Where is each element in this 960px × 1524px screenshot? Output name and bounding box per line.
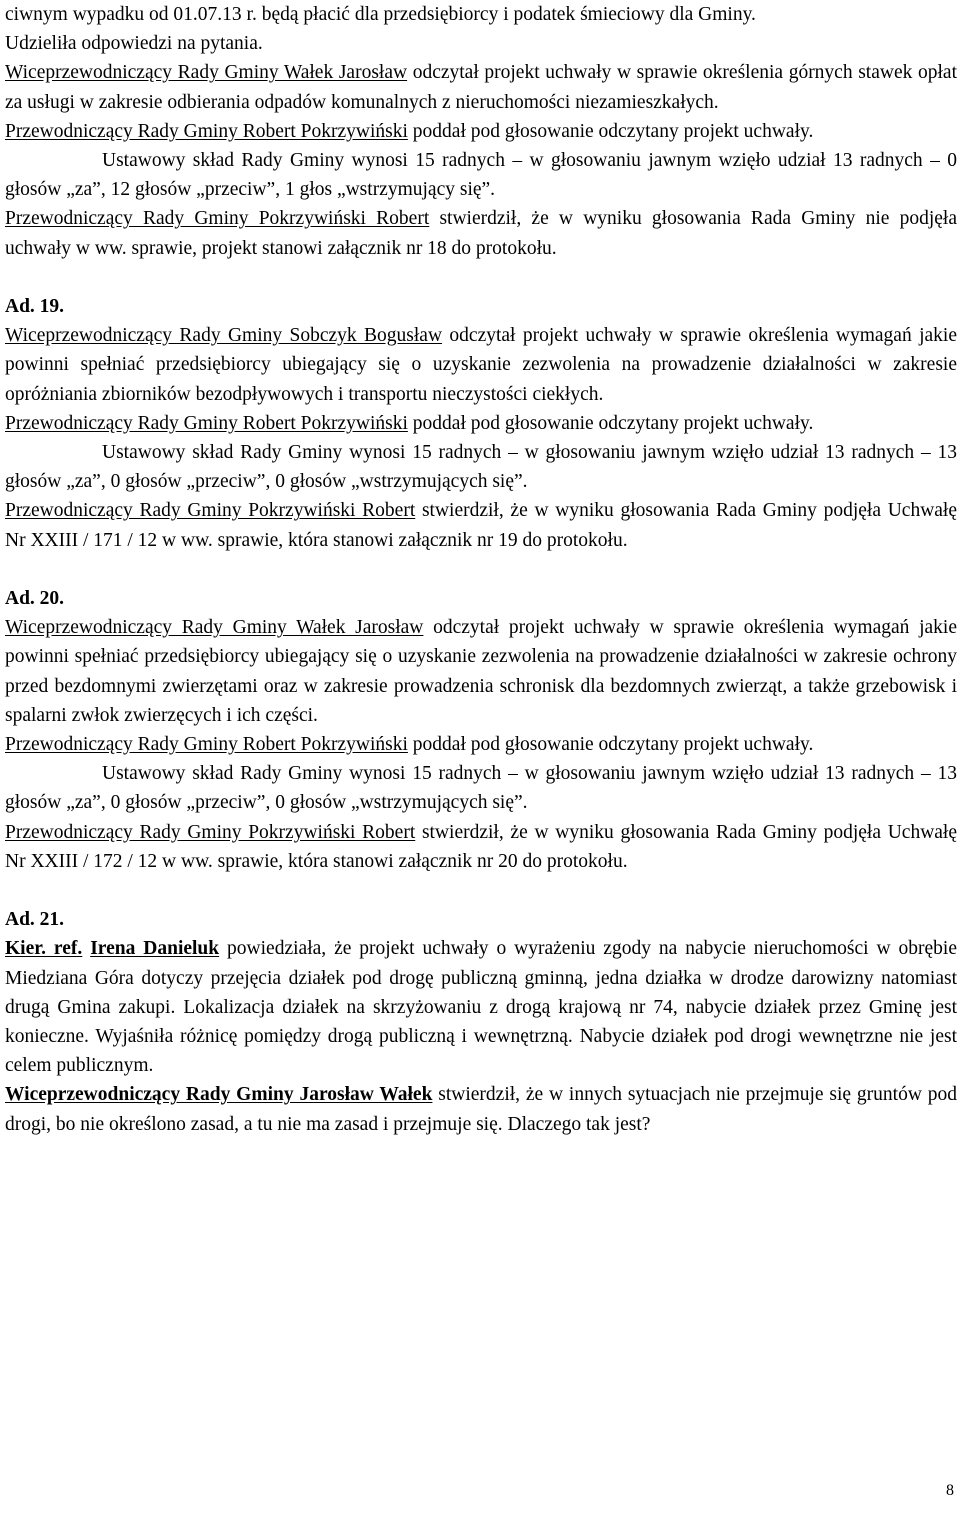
intro-line-2: Udzieliła odpowiedzi na pytania. (5, 33, 263, 55)
b18-voting-call-paragraph (5, 117, 957, 146)
speaker-name: Wiceprzewodniczący Rady Gminy Wałek Jarosław (5, 62, 408, 84)
paragraph-text: stwierdził, że w wyniku głosowania Rada Gminy nie podjęła uchwały w ww. sprawie, projekt stanowi załącznik nr 18 do protokołu. (5, 208, 957, 259)
paragraph-text: odczytał projekt uchwały w sprawie określenia wymagań jakie powinni spełniać przedsiębiorcy ubiegający się o uzyskanie zezwolenia na prowadzenie działalności w zakresie ochrony przed bezdomnymi zwierzętami oraz w zakresie prowadzenia schronisk dla bezdomnych zwierząt, a także grzebowisk i spalarni zwłok zwierzęcych i ich części. (5, 617, 957, 726)
paragraph-text: odczytał projekt uchwały w sprawie określenia górnych stawek opłat za usługi w zakresie odbierania odpadów komunalnych z nieruchomości niezamieszkałych. (5, 62, 957, 113)
speaker-name: Przewodniczący Rady Gminy Robert Pokrzywiński (5, 412, 408, 434)
intro-line-1: ciwnym wypadku od 01.07.13 r. będą płacić dla przedsiębiorcy i podatek śmieciowy dla Gminy. (5, 4, 756, 25)
speaker-name: Przewodniczący Rady Gminy Robert Pokrzywiński (5, 120, 408, 142)
speaker-name: Wiceprzewodniczący Rady Gminy Sobczyk Bogusław (5, 325, 443, 347)
paragraph-text: powiedziała, że projekt uchwały o wyrażeniu zgody na nabycie nieruchomości w obrębie Miedziana Góra dotyczy przejęcia działek pod drogę publiczną gminną, jedna działka w drodze darowizny natomiast drugą Gmina zakupi. Lokalizacja działek na skrzyżowaniu z drogą krajową nr 74, nabycie działek przez Gminę jest konieczne. Wyjaśniła różnicę pomiędzy drogą publiczną i wewnętrzną. Nabycie działek pod drogi wewnętrzne nie jest celem publicznym. (5, 938, 958, 1077)
section-heading-ad-20: Ad. 20. (5, 588, 65, 610)
b19-conclusion-paragraph (5, 496, 957, 554)
b20-reading-paragraph (5, 613, 957, 730)
b21-statement-paragraph (5, 934, 957, 1080)
b19-voting-call-paragraph (5, 409, 957, 438)
speaker-name: Wiceprzewodniczący Rady Gminy Wałek Jarosław (5, 617, 424, 639)
speaker-name: Przewodniczący Rady Gminy Pokrzywiński Robert (5, 500, 416, 522)
document-page (5, 0, 957, 1139)
b19-vote-result: Ustawowy skład Rady Gminy wynosi 15 radnych – w głosowaniu jawnym wzięło udział 13 radnych – 13 głosów „za”, 0 głosów „przeciw”, 0 głosów „wstrzymujących się”. (5, 442, 957, 493)
speaker-name: Przewodniczący Rady Gminy Pokrzywiński Robert (5, 821, 416, 843)
b19-reading-paragraph (5, 321, 957, 409)
b20-conclusion-paragraph (5, 818, 957, 876)
paragraph-text: stwierdził, że w innych sytuacjach nie przejmuje się gruntów pod drogi, bo nie określono zasad, a tu nie ma zasad i przejmuje się. Dlaczego tak jest? (5, 1084, 957, 1135)
paragraph-text: stwierdził, że w wyniku głosowania Rada Gminy podjęła Uchwałę Nr XXIII / 172 / 12 w ww. sprawie, która stanowi załącznik nr 20 do protokołu. (5, 821, 958, 872)
paragraph-text: poddał pod głosowanie odczytany projekt uchwały. (407, 734, 814, 756)
speaker-name: Irena Danieluk (90, 938, 220, 960)
b18-conclusion-paragraph (5, 204, 957, 262)
paragraph-text: odczytał projekt uchwały w sprawie określenia wymagań jakie powinni spełniać przedsiębiorcy ubiegający się o uzyskanie zezwolenia na prowadzenie działalności w zakresie opróżniania zbiorników bezodpływowych i transportu nieczystości ciekłych. (5, 325, 957, 405)
b21-question-paragraph (5, 1080, 957, 1138)
paragraph-text: poddał pod głosowanie odczytany projekt uchwały. (407, 412, 814, 434)
b20-voting-call-paragraph (5, 730, 957, 759)
speaker-name: Wiceprzewodniczący Rady Gminy Jarosław Wałek (5, 1084, 433, 1106)
speaker-title: Kier. ref. (5, 938, 83, 960)
b18-vote-result: Ustawowy skład Rady Gminy wynosi 15 radnych – w głosowaniu jawnym wzięło udział 13 radnych – 0 głosów „za”, 12 głosów „przeciw”, 1 głos „wstrzymujący się”. (5, 150, 957, 201)
section-heading-ad-19: Ad. 19. (5, 296, 65, 318)
page-number: 8 (946, 1482, 954, 1499)
b18-reading-paragraph (5, 58, 957, 116)
paragraph-text: poddał pod głosowanie odczytany projekt uchwały. (407, 120, 814, 142)
b20-vote-result: Ustawowy skład Rady Gminy wynosi 15 radnych – w głosowaniu jawnym wzięło udział 13 radnych – 13 głosów „za”, 0 głosów „przeciw”, 0 głosów „wstrzymujących się”. (5, 763, 957, 814)
paragraph-text: stwierdził, że w wyniku głosowania Rada Gminy podjęła Uchwałę Nr XXIII / 171 / 12 w ww. sprawie, która stanowi załącznik nr 19 do protokołu. (5, 500, 958, 551)
speaker-name: Przewodniczący Rady Gminy Robert Pokrzywiński (5, 734, 408, 756)
speaker-name: Przewodniczący Rady Gminy Pokrzywiński Robert (5, 208, 430, 230)
section-heading-ad-21: Ad. 21. (5, 909, 65, 931)
